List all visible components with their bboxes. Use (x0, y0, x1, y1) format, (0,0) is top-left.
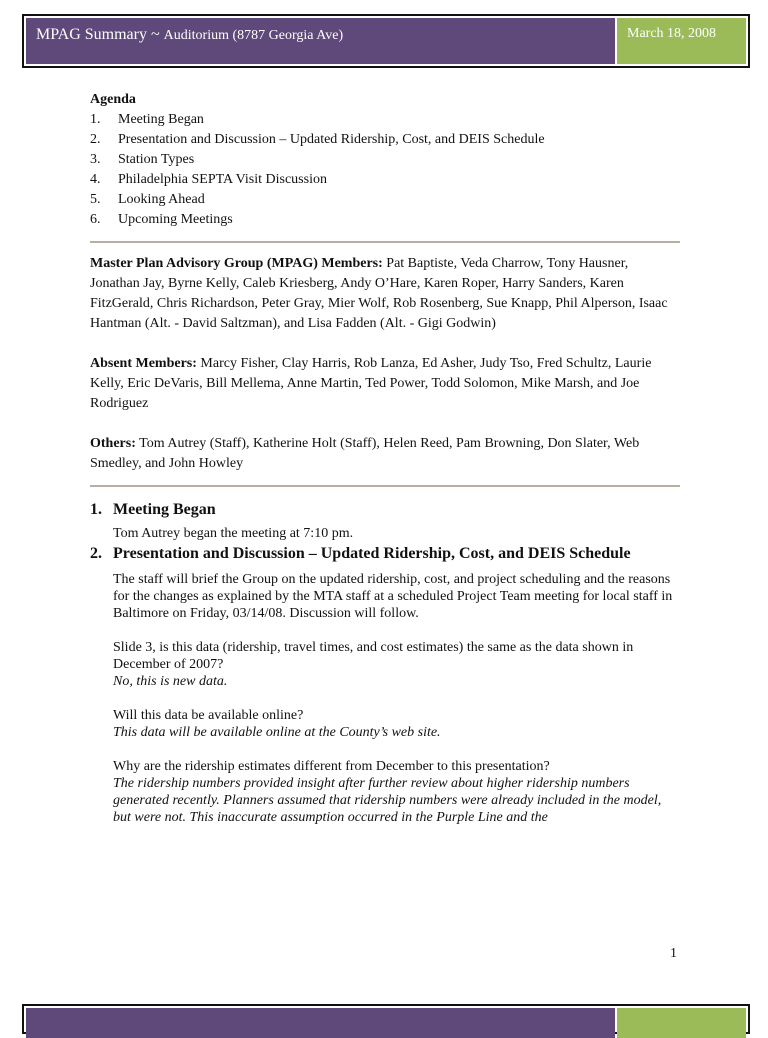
header-title-bar (26, 18, 615, 64)
agenda-item-number: 3. (90, 152, 101, 167)
attendance-block (90, 254, 680, 474)
agenda-item (90, 150, 680, 170)
page-number: 1 (670, 946, 677, 961)
section-title: Meeting Began (113, 501, 216, 518)
agenda-item-number: 1. (90, 112, 101, 127)
agenda-item-text: Meeting Began (118, 112, 204, 127)
section-heading (90, 542, 680, 565)
present-members (90, 254, 680, 334)
agenda-list (90, 110, 680, 230)
header-location: Auditorium (8787 Georgia Ave) (163, 28, 344, 43)
agenda-item-number: 2. (90, 132, 101, 147)
section-number: 2. (90, 545, 102, 562)
agenda-item (90, 170, 680, 190)
divider-top (90, 241, 680, 243)
next-page-header (22, 1004, 750, 1034)
other-attendees (90, 434, 680, 474)
absent-members-label: Absent Members: (90, 356, 197, 371)
question: Will this data be available online? (113, 708, 304, 723)
agenda-item-text: Station Types (118, 152, 195, 167)
answer: The ridership numbers provided insight after further review about higher ridership numbers generated recently. Planners assumed that ridership numbers were already included in the model, but were not. This inaccurate assumption occurred in the Purple Line and the (113, 776, 662, 825)
question: Slide 3, is this data (ridership, travel times, and cost estimates) the same as the data shown in December of 2007? (113, 640, 634, 672)
answer: No, this is new data. (113, 674, 228, 689)
next-page-date-bar (617, 1008, 746, 1038)
document-body (90, 90, 680, 826)
agenda-title: Agenda (90, 92, 136, 107)
agenda-item (90, 190, 680, 210)
present-members-list: Pat Baptiste, Veda Charrow, Tony Hausner, Jonathan Jay, Byrne Kelly, Caleb Kriesberg, Andy O’Hare, Karen Roper, Harry Sanders, Karen FitzGerald, Chris Richardson, Peter Gray, Mier Wolf, Rob Rosenberg, Sue Knapp, Phil Alperson, Isaac Hantman (Alt. - David Saltzman), and Lisa Fadden (Alt. - Gigi Godwin) (90, 256, 668, 331)
agenda-item (90, 130, 680, 150)
agenda-item-text: Philadelphia SEPTA Visit Discussion (118, 172, 327, 187)
answer: This data will be available online at the County’s web site. (113, 725, 441, 740)
absent-members (90, 354, 680, 414)
agenda-item-text: Upcoming Meetings (118, 212, 233, 227)
section-number: 1. (90, 501, 102, 518)
agenda-item-number: 5. (90, 192, 101, 207)
header-title: MPAG Summary ~ (36, 26, 164, 43)
agenda-item-text: Looking Ahead (118, 192, 205, 207)
other-attendees-list: Tom Autrey (Staff), Katherine Holt (Staff), Helen Reed, Pam Browning, Don Slater, Web Smedley, and John Howley (90, 436, 640, 471)
agenda-item-number: 6. (90, 212, 101, 227)
page-header (22, 14, 750, 68)
other-attendees-label: Others: (90, 436, 136, 451)
agenda-item (90, 210, 680, 230)
section-title: Presentation and Discussion – Updated Ridership, Cost, and DEIS Schedule (113, 545, 631, 562)
paragraph: The staff will brief the Group on the updated ridership, cost, and project scheduling and the reasons for the changes as explained by the MTA staff at a scheduled Project Team meeting for local staff in Baltimore on Friday, 03/14/08. Discussion will follow. (113, 572, 673, 621)
next-page-title-bar (26, 1008, 615, 1038)
question: Why are the ridership estimates different from December to this presentation? (113, 759, 550, 774)
header-date: March 18, 2008 (617, 18, 746, 64)
agenda-item-number: 4. (90, 172, 101, 187)
agenda-item-text: Presentation and Discussion – Updated Ridership, Cost, and DEIS Schedule (118, 132, 545, 147)
divider-bottom (90, 485, 680, 487)
section-body (113, 525, 680, 542)
agenda-item (90, 110, 680, 130)
paragraph: Tom Autrey began the meeting at 7:10 pm. (113, 526, 354, 541)
present-members-label: Master Plan Advisory Group (MPAG) Members: (90, 256, 383, 271)
section-heading (90, 498, 680, 521)
absent-members-list: Marcy Fisher, Clay Harris, Rob Lanza, Ed Asher, Judy Tso, Fred Schultz, Laurie Kelly, Eric DeVaris, Bill Mellema, Anne Martin, Ted Power, Todd Solomon, Mike Marsh, and Joe Rodriguez (90, 356, 652, 411)
section-body (113, 571, 680, 826)
